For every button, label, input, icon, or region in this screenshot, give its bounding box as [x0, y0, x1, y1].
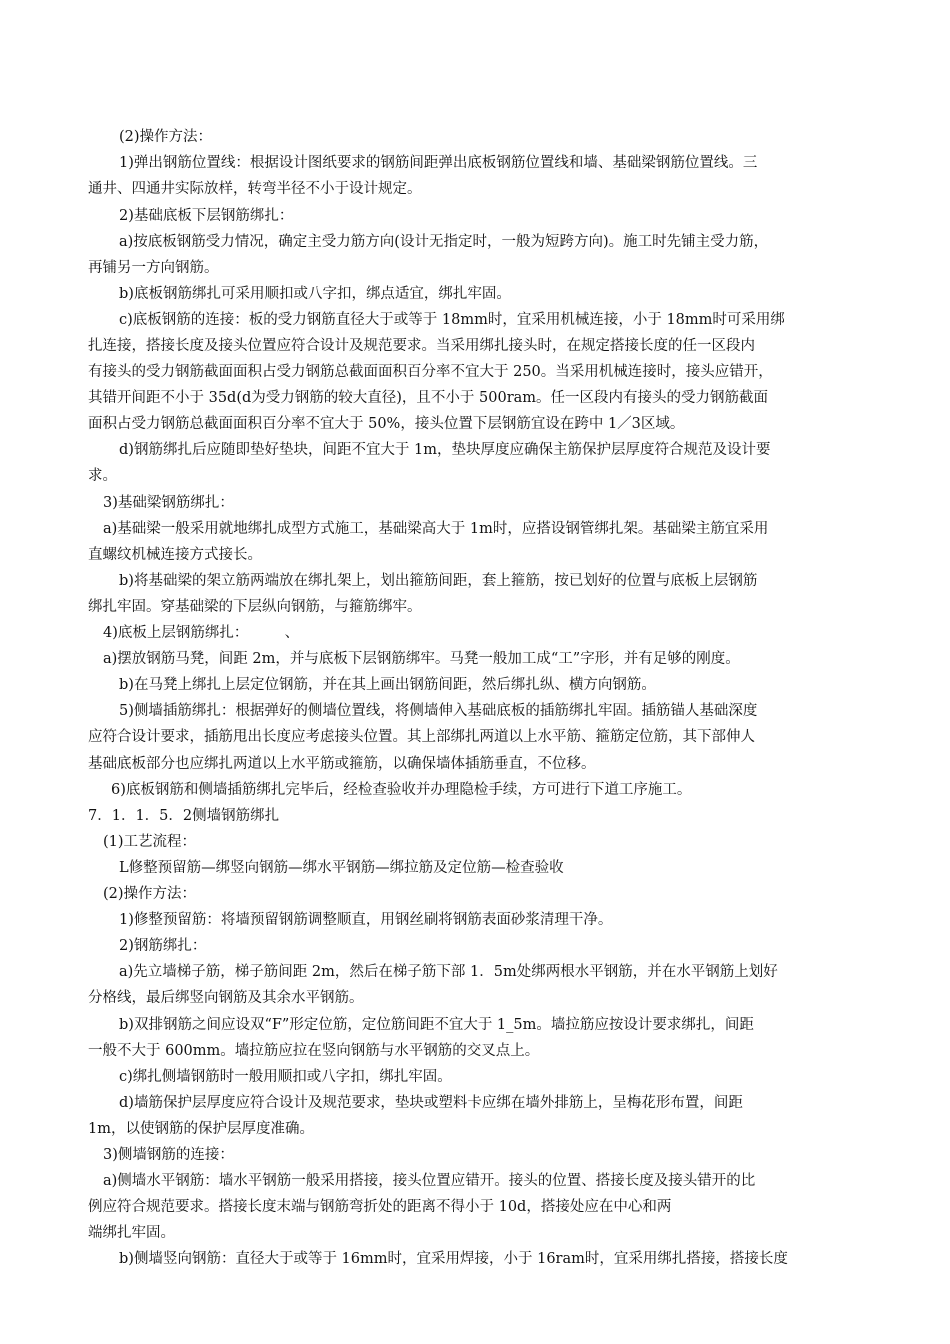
section-heading: 7．1．1．5．2侧墙钢筋绑扎	[88, 808, 280, 824]
text-line: 通井、四通井实际放样，转弯半径不小于设计规定。	[88, 181, 422, 197]
text-line: b)底板钢筋绑扎可采用顺扣或八字扣，绑点适宜，绑扎牢固。	[119, 286, 511, 302]
text-line: 3)侧墙钢筋的连接：	[103, 1147, 234, 1163]
text-line: 5)侧墙插筋绑扎：根据弹好的侧墙位置线，将侧墙伸入基础底板的插筋绑扎牢固。插筋锚人基础深度	[119, 703, 758, 719]
text-line: 3)基础梁钢筋绑扎：	[103, 495, 234, 511]
text-line: (2)操作方法：	[103, 886, 197, 902]
text-line: b)将基础梁的架立筋两端放在绑扎架上，划出箍筋间距，套上箍筋，按已划好的位置与底板上层钢筋	[119, 573, 758, 589]
text-line: a)基础梁一般采用就地绑扎成型方式施工，基础梁高大于 1m时，应搭设钢管绑扎架。基础梁主筋宜采用	[103, 521, 769, 537]
text-line: 分格线，最后绑竖向钢筋及其余水平钢筋。	[88, 990, 364, 1006]
text-line: 求。	[88, 468, 117, 484]
text-line: b)双排钢筋之间应设双“F”形定位筋，定位筋间距不宜大于 1_5m。墙拉筋应按设计要求绑扎，间距	[119, 1017, 754, 1033]
text-line: b)侧墙竖向钢筋：直径大于或等于 16mm时，宜采用焊接，小于 16ram时，宜采用绑扎搭接，搭接长度	[119, 1251, 788, 1267]
text-line: b)在马凳上绑扎上层定位钢筋，并在其上画出钢筋间距，然后绑扎纵、横方向钢筋。	[119, 677, 656, 693]
text-line: 1)弹出钢筋位置线：根据设计图纸要求的钢筋间距弹出底板钢筋位置线和墙、基础梁钢筋位置线。三	[119, 155, 758, 171]
text-line: 直螺纹机械连接方式接长。	[88, 547, 262, 563]
text-line: d)钢筋绑扎后应随即垫好垫块，间距不宜大于 1m，垫块厚度应确保主筋保护层厚度符合规范及设计要	[119, 442, 771, 458]
text-line: (2)操作方法：	[119, 129, 213, 145]
text-line: c)绑扎侧墙钢筋时一般用顺扣或八字扣，绑扎牢固。	[119, 1069, 452, 1085]
text-line: 扎连接，搭接长度及接头位置应符合设计及规范要求。当采用绑扎接头时，在规定搭接长度的任一区段内	[88, 338, 755, 354]
text-line: 应符合设计要求，插筋甩出长度应考虑接头位置。其上部绑扎两道以上水平筋、箍筋定位筋，其下部伸人	[88, 729, 755, 745]
text-line: 1)修整预留筋：将墙预留钢筋调整顺直，用钢丝刷将钢筋表面砂浆清理干净。	[119, 912, 613, 928]
text-line: 端绑扎牢固。	[88, 1225, 175, 1241]
text-line: c)底板钢筋的连接：板的受力钢筋直径大于或等于 18mm时，宜采用机械连接，小于 18mm时可采用绑	[119, 312, 785, 328]
text-line: 2)基础底板下层钢筋绑扎：	[119, 208, 294, 224]
text-line: a)按底板钢筋受力情况，确定主受力筋方向(设计无指定时，一般为短跨方向)。施工时先铺主受力筋，	[119, 234, 769, 250]
text-line: 有接头的受力钢筋截面面积占受力钢筋总截面面积百分率不宜大于 250。当采用机械连接时，接头应错开，	[88, 364, 773, 380]
text-line: (1)工艺流程：	[103, 834, 197, 850]
text-line: L修整预留筋—绑竖向钢筋—绑水平钢筋—绑拉筋及定位筋—检查验收	[119, 860, 564, 876]
text-line: 4)底板上层钢筋绑扎： 、	[103, 625, 300, 641]
text-line: 2)钢筋绑扎：	[119, 938, 207, 954]
text-line: a)摆放钢筋马凳，间距 2m，并与底板下层钢筋绑牢。马凳一般加工成“工”字形，并有足够的刚度。	[103, 651, 740, 667]
text-line: 再铺另一方向钢筋。	[88, 260, 219, 276]
text-line: 其错开间距不小于 35d(d为受力钢筋的较大直径)，且不小于 500ram。任一区段内有接头的受力钢筋截面	[88, 390, 769, 406]
text-line: 6)底板钢筋和侧墙插筋绑扎完毕后，经检查验收并办理隐检手续，方可进行下道工序施工。	[111, 782, 692, 798]
text-line: 一般不大于 600mm。墙拉筋应拉在竖向钢筋与水平钢筋的交叉点上。	[88, 1043, 540, 1059]
text-line: a)先立墙梯子筋，梯子筋间距 2m，然后在梯子筋下部 1．5m处绑两根水平钢筋，并在水平钢筋上划好	[119, 964, 778, 980]
text-line: 基础底板部分也应绑扎两道以上水平筋或箍筋，以确保墙体插筋垂直，不位移。	[88, 756, 596, 772]
text-line: a)侧墙水平钢筋：墙水平钢筋一般采用搭接，接头位置应错开。接头的位置、搭接长度及接头错开的比	[103, 1173, 756, 1189]
text-line: 面积占受力钢筋总截面面积百分率不宜大于 50%，接头位置下层钢筋宜设在跨中 1／3区域。	[88, 416, 685, 432]
text-line: d)墙筋保护层厚度应符合设计及规范要求，垫块或塑料卡应绑在墙外排筋上，呈梅花形布置，间距	[119, 1095, 743, 1111]
text-line: 例应符合规范要求。搭接长度末端与钢筋弯折处的距离不得小于 10d，搭接处应在中心和两	[88, 1199, 672, 1215]
text-line: 绑扎牢固。穿基础梁的下层纵向钢筋，与箍筋绑牢。	[88, 599, 422, 615]
text-line: 1m，以使钢筋的保护层厚度准确。	[88, 1121, 314, 1137]
